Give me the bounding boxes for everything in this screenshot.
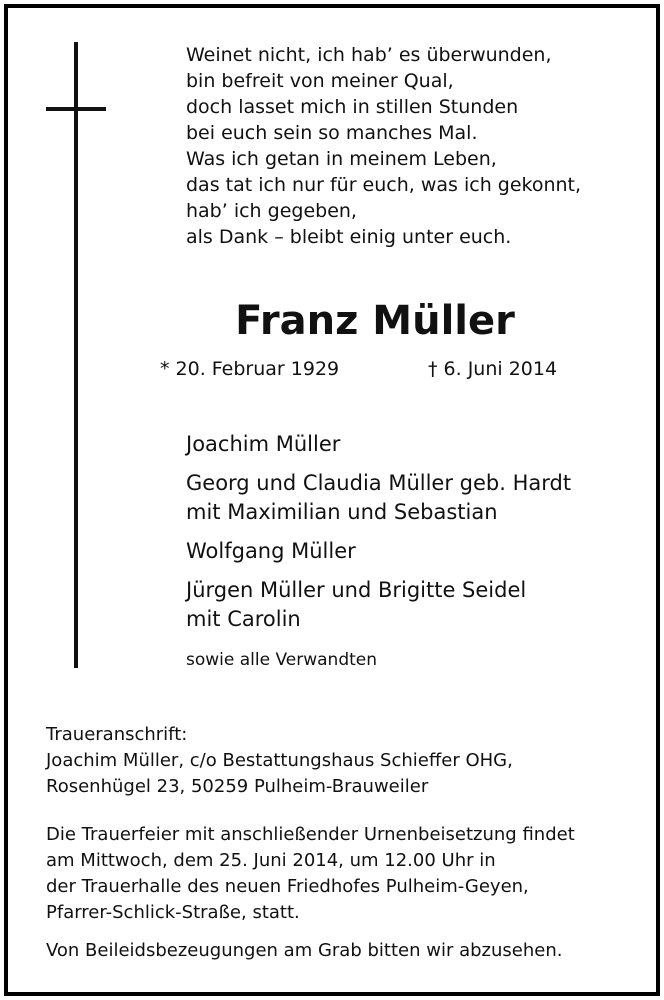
cross-icon-horizontal: [46, 107, 106, 111]
poem-line: doch lasset mich in stillen Stunden: [186, 96, 519, 118]
poem-line: Was ich getan in meinem Leben,: [186, 148, 497, 170]
mourner-entry: [186, 469, 646, 527]
mourners-list: [186, 430, 646, 644]
address-line: Joachim Müller, c/o Bestattungshaus Schieffer OHG,: [46, 750, 513, 771]
relatives-note: sowie alle Verwandten: [186, 650, 378, 670]
mourner-line: Georg und Claudia Müller geb. Hardt: [186, 471, 572, 495]
mourning-address: [46, 722, 646, 800]
address-line: Traueranschrift:: [46, 724, 188, 745]
poem-line: hab’ ich gegeben,: [186, 200, 357, 222]
mourner-line: mit Carolin: [186, 607, 301, 631]
poem: [186, 42, 646, 250]
deceased-name: Franz Müller: [235, 298, 515, 344]
mourner-entry: [186, 537, 646, 566]
poem-line: das tat ich nur für euch, was ich gekonnt,: [186, 174, 582, 196]
closing-note: Von Beileidsbezeugungen am Grab bitten wir abzusehen.: [46, 940, 563, 961]
mourner-entry: [186, 430, 646, 459]
poem-line: Weinet nicht, ich hab’ es überwunden,: [186, 44, 552, 66]
birth-date: * 20. Februar 1929: [160, 358, 340, 380]
ceremony-line: Pfarrer-Schlick-Straße, statt.: [46, 902, 300, 923]
poem-line: als Dank – bleibt einig unter euch.: [186, 226, 512, 248]
mourner-line: mit Maximilian und Sebastian: [186, 500, 498, 524]
death-date: † 6. Juni 2014: [428, 358, 558, 380]
mourner-entry: [186, 576, 646, 634]
ceremony-info: [46, 822, 646, 926]
cross-icon-vertical: [74, 42, 78, 668]
mourner-line: Wolfgang Müller: [186, 539, 356, 563]
address-line: Rosenhügel 23, 50259 Pulheim-Brauweiler: [46, 776, 429, 797]
poem-line: bin befreit von meiner Qual,: [186, 70, 454, 92]
ceremony-line: Die Trauerfeier mit anschließender Urnenbeisetzung findet: [46, 824, 575, 845]
poem-line: bei euch sein so manches Mal.: [186, 122, 478, 144]
ceremony-line: der Trauerhalle des neuen Friedhofes Pulheim-Geyen,: [46, 876, 529, 897]
mourner-line: Joachim Müller: [186, 432, 341, 456]
mourner-line: Jürgen Müller und Brigitte Seidel: [186, 578, 527, 602]
ceremony-line: am Mittwoch, dem 25. Juni 2014, um 12.00 Uhr in: [46, 850, 496, 871]
